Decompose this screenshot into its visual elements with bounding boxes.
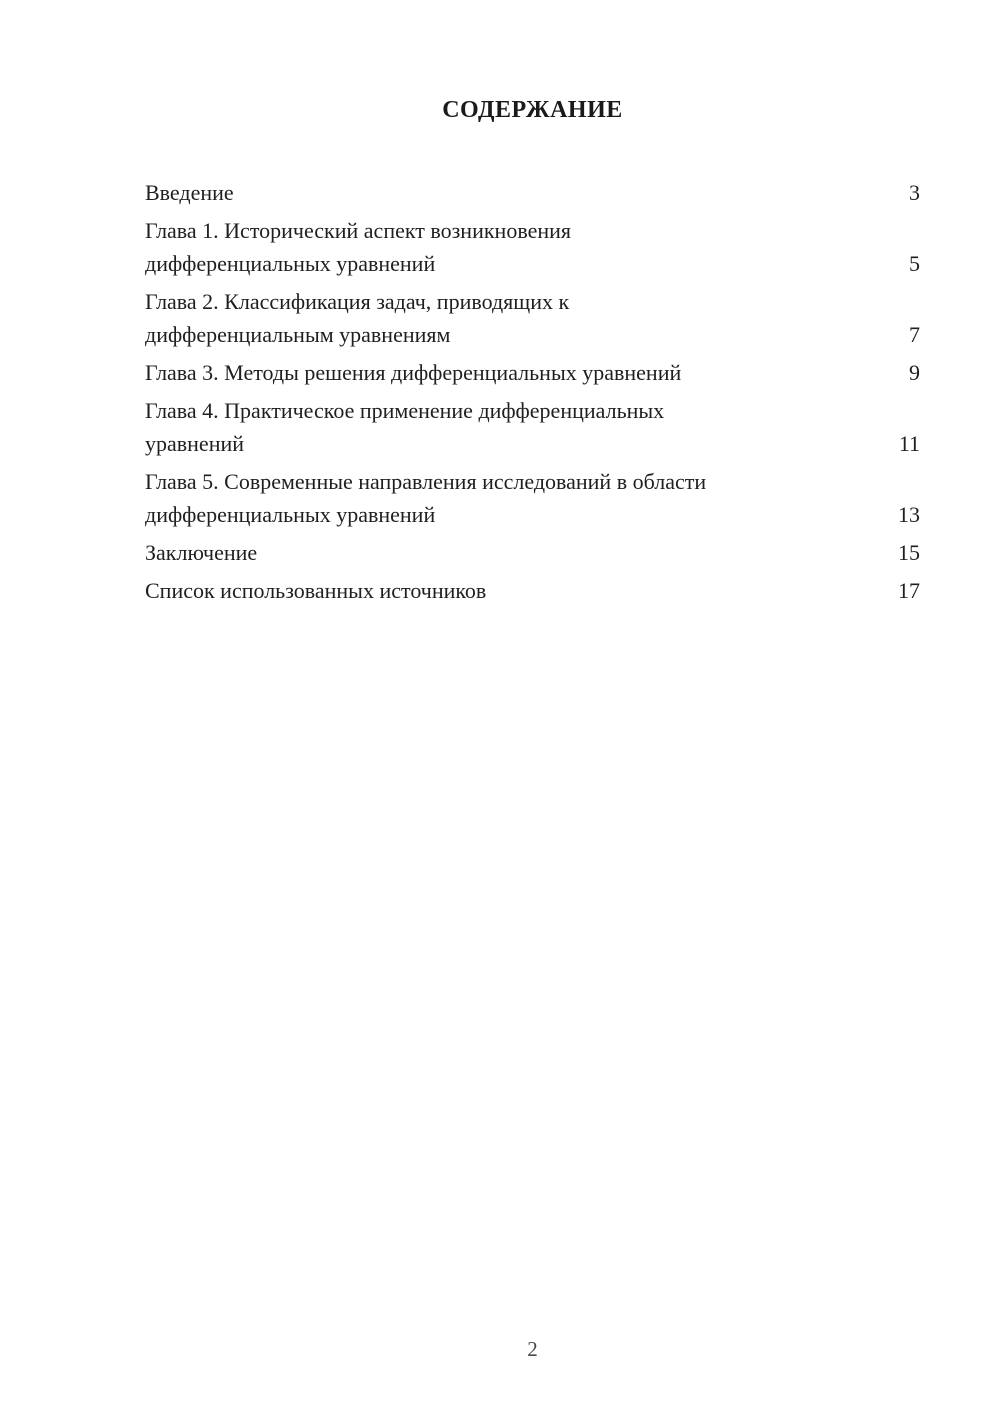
toc-entry-text bbox=[145, 536, 876, 569]
toc-entry-line: Глава 5. Современные направления исследований в области bbox=[145, 469, 707, 494]
toc-entry bbox=[145, 574, 920, 607]
toc-entry-line: Список использованных источников bbox=[145, 578, 487, 603]
toc-entry-line: Глава 2. Классификация задач, приводящих к bbox=[145, 289, 570, 314]
toc-entry bbox=[145, 214, 920, 280]
page-title: СОДЕРЖАНИЕ bbox=[442, 97, 623, 123]
toc-entry-line: Глава 1. Исторический аспект возникновения bbox=[145, 218, 572, 243]
toc-entry-text bbox=[145, 356, 876, 389]
toc-entry-line: дифференциальных уравнений bbox=[145, 251, 436, 276]
toc-entry-text bbox=[145, 176, 876, 209]
toc-entry-page-number: 9 bbox=[909, 360, 920, 385]
toc-entry-text bbox=[145, 574, 876, 607]
toc-entry bbox=[145, 285, 920, 351]
toc-entry-line: Введение bbox=[145, 180, 234, 205]
toc-entry bbox=[145, 536, 920, 569]
toc-entry-page-number: 7 bbox=[909, 322, 920, 347]
toc-entry-page-number: 3 bbox=[909, 180, 920, 205]
toc-entry-page-number: 15 bbox=[898, 540, 920, 565]
toc-entry-line: Заключение bbox=[145, 540, 258, 565]
toc-entry-text bbox=[145, 394, 876, 460]
toc-entry-text bbox=[145, 214, 876, 280]
toc-entry bbox=[145, 356, 920, 389]
toc-entry-text bbox=[145, 285, 876, 351]
toc-entry bbox=[145, 394, 920, 460]
toc-entry-line: дифференциальным уравнениям bbox=[145, 322, 451, 347]
footer-page-number: 2 bbox=[527, 1337, 538, 1361]
toc-entry bbox=[145, 176, 920, 209]
toc-list bbox=[145, 176, 920, 607]
toc-entry-page-number: 13 bbox=[898, 502, 920, 527]
toc-entry-text bbox=[145, 465, 876, 531]
toc-entry-line: Глава 4. Практическое применение дифференциальных bbox=[145, 398, 665, 423]
toc-entry-page-number: 11 bbox=[898, 431, 920, 456]
toc-entry-page-number: 17 bbox=[898, 578, 920, 603]
toc-entry bbox=[145, 465, 920, 531]
toc-entry-line: дифференциальных уравнений bbox=[145, 502, 436, 527]
toc-entry-page-number: 5 bbox=[909, 251, 920, 276]
toc-entry-line: Глава 3. Методы решения дифференциальных уравнений bbox=[145, 360, 682, 385]
toc-entry-line: уравнений bbox=[145, 431, 245, 456]
